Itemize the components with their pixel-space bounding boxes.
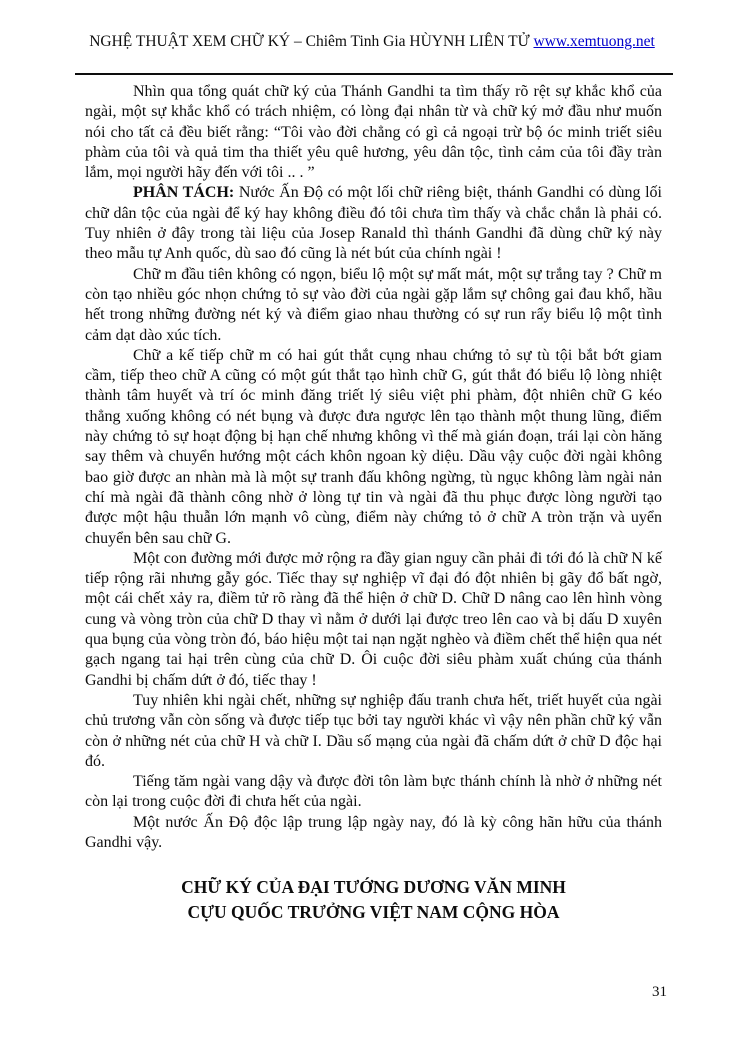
paragraph (85, 813, 662, 854)
paragraph-label: PHÂN TÁCH: (133, 184, 235, 202)
header-divider (75, 73, 673, 75)
page-number: 31 (652, 984, 667, 1000)
paragraph (85, 346, 662, 549)
paragraph-text: Chữ a kế tiếp chữ m có hai gút thắt cụng nhau chứng tỏ sự tù tội bắt bớt giam cầm, tiếp theo chữ A cũng có một gút thắt tạo hình chữ G, gút thắt đó biểu lộ lòng nhiệt thành tâm huyết và trí óc minh đăng triết lý siêu việt phi phàm, đột nhiên chữ G kéo thẳng xuống không có nét bụng và được đưa ngược lên tạo thành một thung lũng, điểm này chứng tỏ sự hoạt động bị hạn chế nhưng không vì thế mà gián đoạn, trái lại còn hăng say thêm và chuyển hướng một cách khôn ngoan kỳ diệu. Dầu vậy cuộc đời ngài không bao giờ được an nhàn mà là một sự tranh đấu không ngừng, tù ngục không làm ngài nản chí mà ngài đã thành công nhờ ở lòng tự tin và ngài đã thu phục được lòng người tạo được một hậu thuẫn lớn mạnh vô cùng, điểm này chứng tỏ ở chữ A tròn trặn và uyển chuyển bên sau chữ G. (85, 346, 662, 547)
section-heading (85, 875, 662, 925)
paragraph-text: Một con đường mới được mở rộng ra đầy gian nguy cần phải đi tới đó là chữ N kế tiếp rộng rãi nhưng gẫy góc. Tiếc thay sự nghiệp vĩ đại đó đột nhiên bị gãy đổ bất ngờ, một cái chết xảy ra, điềm tử rõ ràng đã thể hiện ở chữ D. Chữ D nâng cao lên hình vòng cung và vòng tròn của chữ D thay vì nằm ở dưới lại được treo lên cao và bị dấu D xuyên qua bụng của vòng tròn đó, báo hiệu một tai nạn ngặt nghèo và điềm chết thể hiện qua nét gạch ngang tai hại trên cùng của chữ D. Ôi cuộc đời siêu phàm xuất chúng của thánh Gandhi bị chấm dứt ở đó, tiếc thay ! (85, 549, 662, 689)
paragraph (85, 183, 662, 264)
document-body (85, 82, 662, 925)
header-link[interactable]: www.xemtuong.net (533, 33, 655, 50)
section-heading-line1: CHỮ KÝ CỦA ĐẠI TƯỚNG DƯƠNG VĂN MINH (181, 877, 566, 898)
paragraph (85, 265, 662, 346)
paragraph-text: Nước Ấn Độ có một lối chữ riêng biệt, thánh Gandhi có dùng lối chữ dân tộc của ngài để ký hay không điều đó tôi chưa tìm thấy và chắc chắn là phải có. Tuy nhiên ở đây trong tài liệu của Josep Ranald thì thánh Gandhi đã dùng chữ ký này theo mẫu tự Anh quốc, dù sao đó cũng là nét bút của chính ngài ! (85, 184, 663, 263)
header-title: NGHỆ THUẬT XEM CHỮ KÝ – Chiêm Tinh Gia HÙYNH LIÊN TỬ (89, 33, 530, 50)
paragraph-text: Một nước Ấn Độ độc lập trung lập ngày nay, đó là kỳ công hãn hữu của thánh Gandhi vậy. (85, 813, 662, 851)
paragraph-text: Tuy nhiên khi ngài chết, những sự nghiệp đấu tranh chưa hết, triết huyết của ngài chủ trương vẫn còn sống và được tiếp tục bởi tay người khác vì vậy nên phần chữ ký vẫn còn ở những nét của chữ H và chữ I. Dầu số mạng của ngài đã chấm dứt ở chữ D độc hại đó. (85, 691, 662, 770)
paragraph (85, 82, 662, 183)
page-header (0, 33, 744, 51)
paragraph-text: Tiếng tăm ngài vang dậy và được đời tôn làm bực thánh chính là nhờ ở những nét còn lại trong cuộc đời đi chưa hết của ngài. (85, 773, 662, 811)
paragraph-text: Nhìn qua tổng quát chữ ký của Thánh Gandhi ta tìm thấy rõ rệt sự khắc khổ của ngài, một sự khắc khổ có trách nhiệm, có lòng đại nhân từ và chữ ký mở đầu như muốn nói cho tất cả đều biết rằng: “Tôi vào đời chẳng có gì cả ngoại trừ bộ óc minh triết siêu phàm của tôi và quả tim tha thiết yêu quê hương, yêu dân tộc, tình cảm của tôi đầy tràn lắm, mọi người hãy đến với tôi .. . ” (85, 83, 662, 182)
paragraph-text: Chữ m đầu tiên không có ngọn, biểu lộ một sự mất mát, một sự trắng tay ? Chữ m còn tạo nhiều góc nhọn chứng tỏ sự vào đời của ngài gặp lắm sự chông gai đau khổ, hầu hết trong những đường nét ký và điểm giao nhau thường có sự run rẩy biểu lộ một tình cảm dạt dào xúc tích. (85, 265, 662, 344)
paragraph (85, 549, 662, 691)
section-heading-line2: CỰU QUỐC TRƯỞNG VIỆT NAM CỘNG HÒA (187, 902, 560, 923)
paragraph (85, 691, 662, 772)
paragraph (85, 772, 662, 813)
